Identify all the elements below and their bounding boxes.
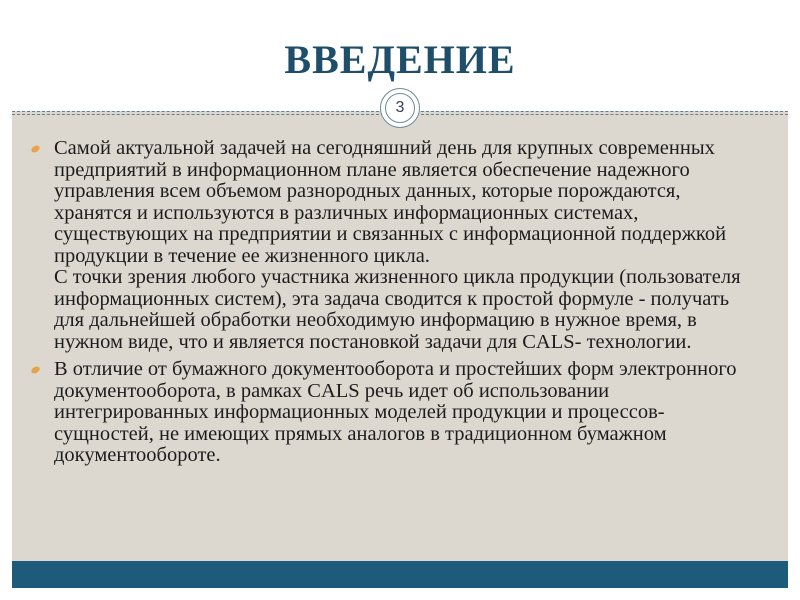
page-number-badge <box>380 88 420 128</box>
bullet-paragraph: С точки зрения любого участника жизненного цикла продукции (пользователя информационных систем), эта задача сводится к простой формуле - получать для дальнейшей обработки необходимую информацию в нужное время, в нужном виде, что и является постановкой задачи для CALS- технологии. <box>54 266 741 353</box>
bullet-paragraph: Самой актуальной задачей на сегодняшний день для крупных современных предприятий в информационном плане является обеспечение надежного управления всем объемом разнородных данных, которые порождаются, хранятся и используются в различных информационных системах, существующих на предприятии и связанных с информационной поддержкой продукции в течение ее жизненного цикла. <box>54 137 727 267</box>
footer-bar <box>12 561 788 588</box>
bullet-icon <box>30 365 41 375</box>
slide-title: ВВЕДЕНИЕ <box>284 37 516 82</box>
page-number: 3 <box>385 93 415 123</box>
bullet-icon <box>30 144 41 154</box>
bullet-paragraph: В отличие от бумажного документооборота и простейших форм электронного документооборота, в рамках CALS речь идет об использовании интегрированных информационных моделей продукции и процессов-сущностей, не имеющих прямых аналогов в традиционном бумажном документообороте. <box>54 358 737 466</box>
bullet-item <box>30 138 760 353</box>
bullet-item <box>30 359 760 467</box>
slide-content <box>30 138 760 473</box>
